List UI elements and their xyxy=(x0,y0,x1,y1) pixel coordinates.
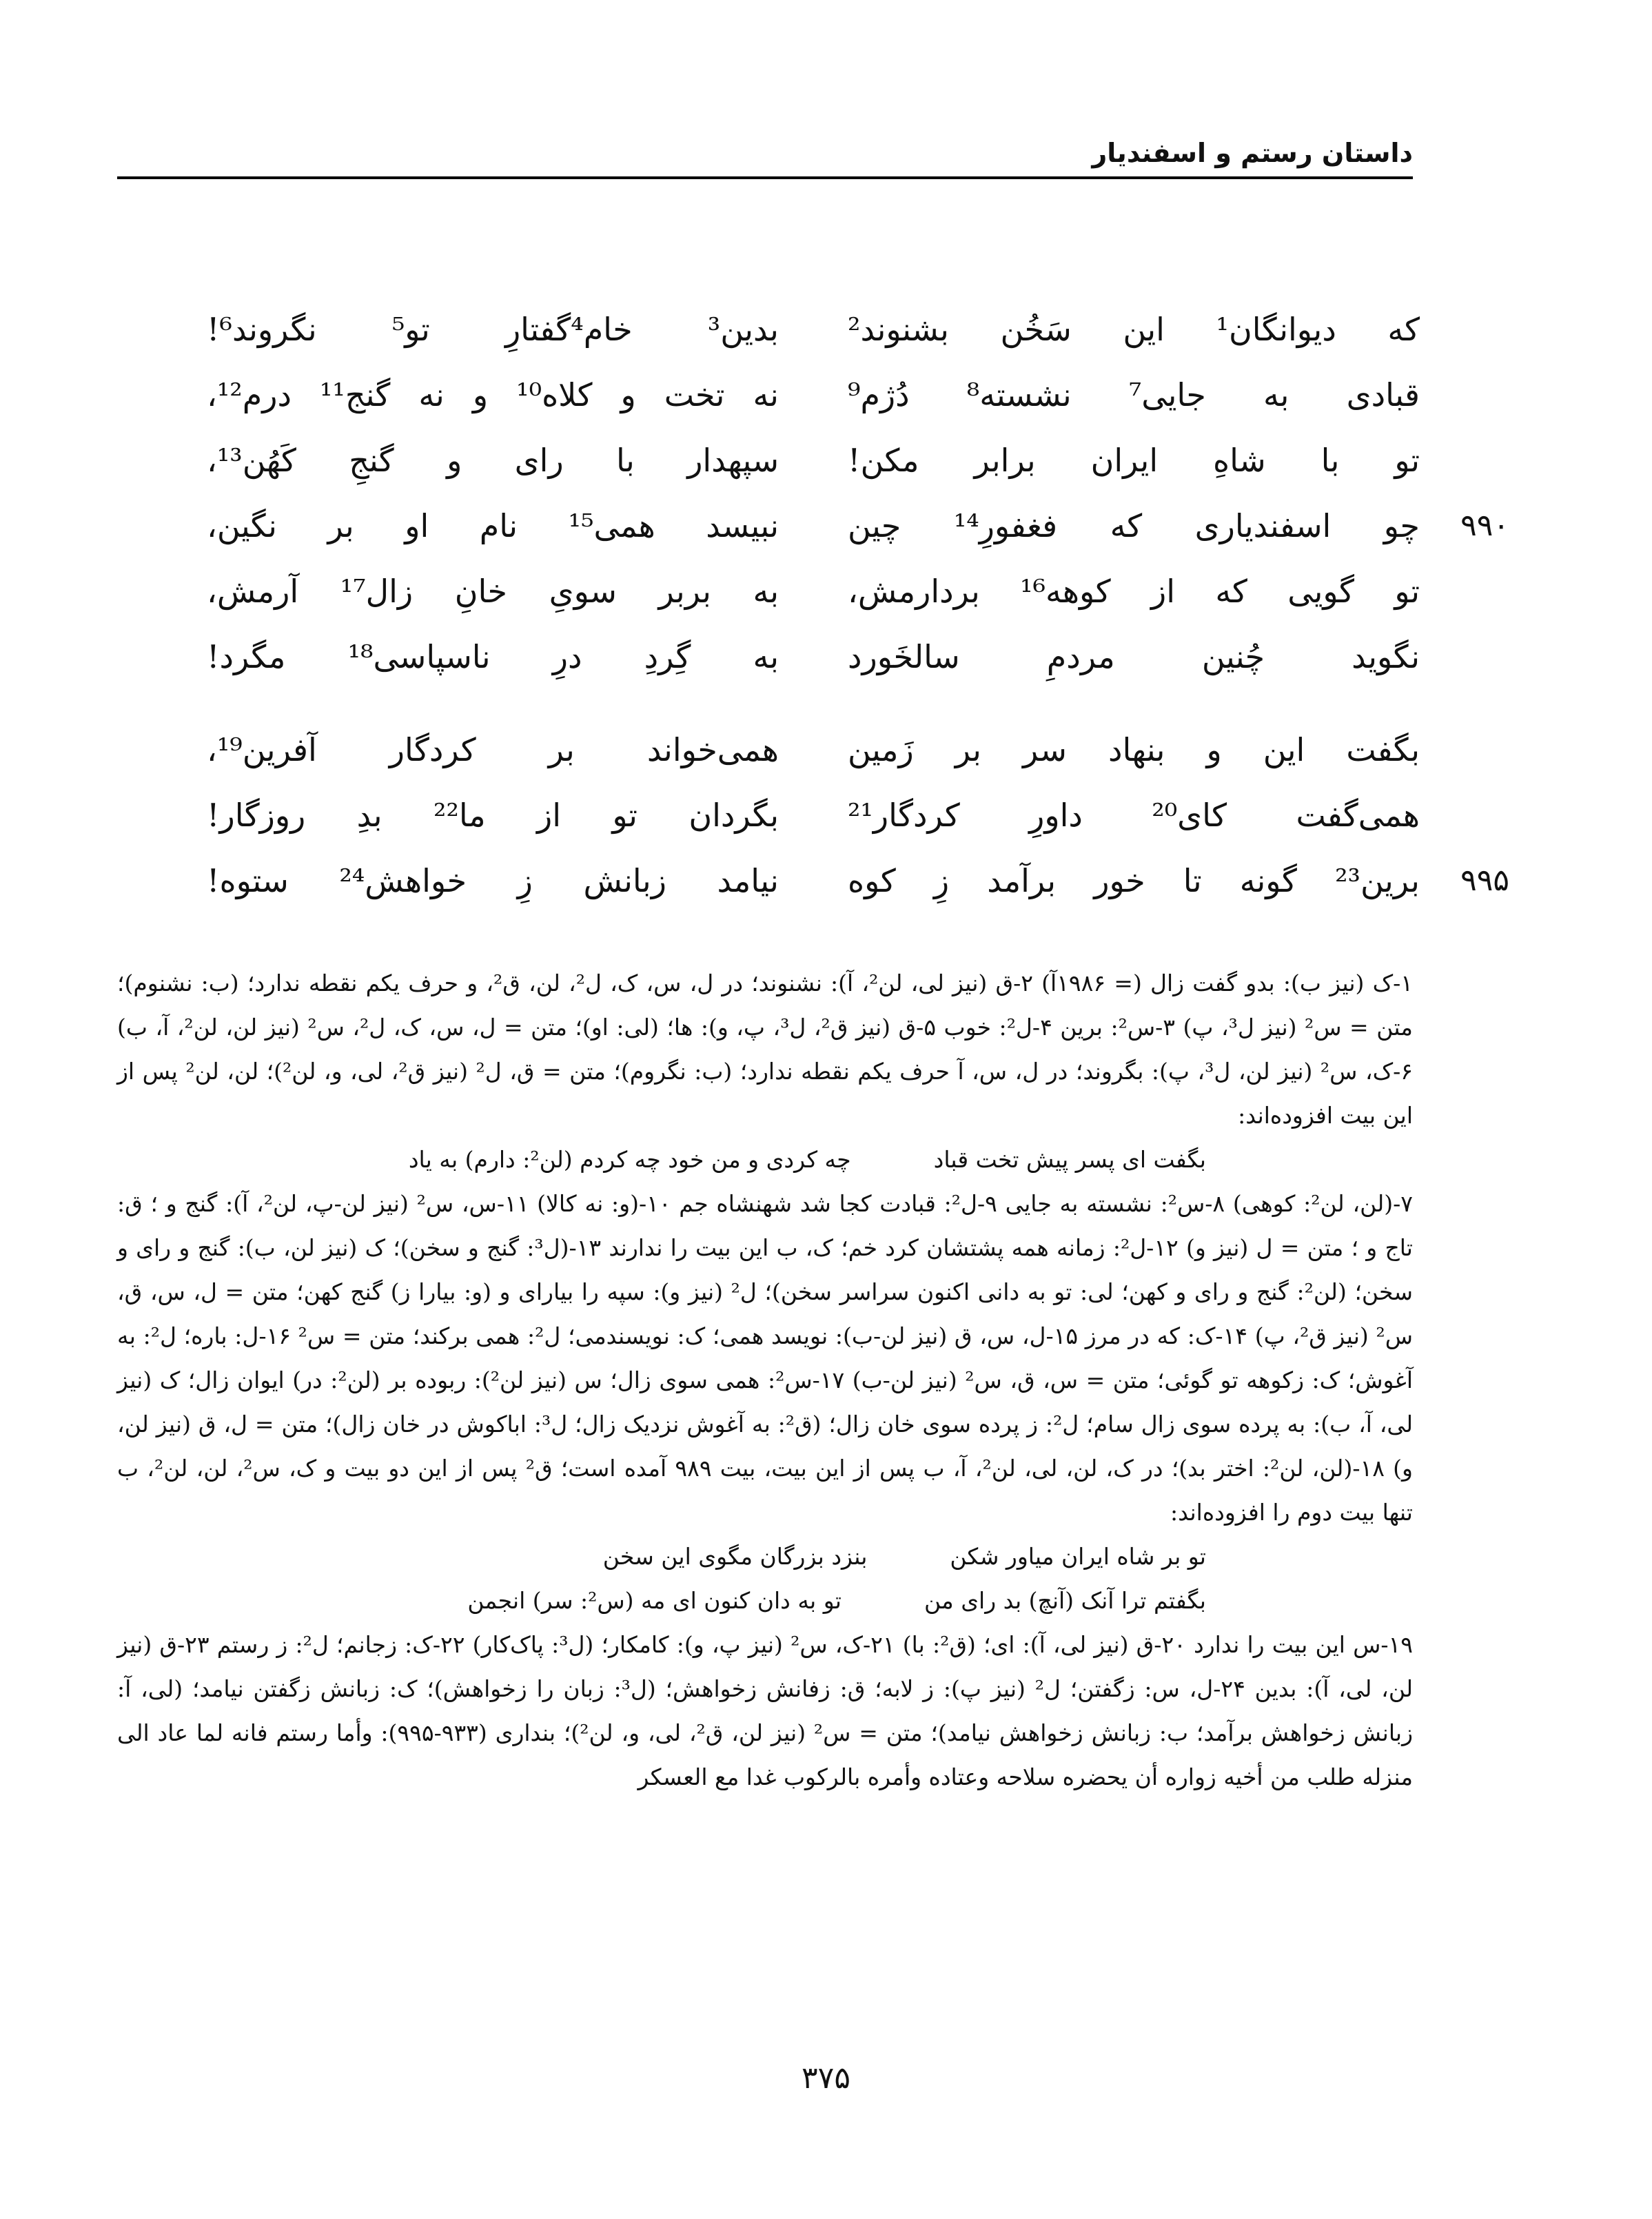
quoted-hemistich: تو بر شاه ایران میاور شکن xyxy=(950,1543,1206,1570)
header-rule xyxy=(117,176,1413,179)
running-header-title: داستان رستم و اسفندیار xyxy=(1092,138,1413,168)
hemistich-2: بگردان تو از ما²² بدِ روزگار! xyxy=(207,796,779,834)
hemistich-1: چو اسفندیاری که فغفورِ¹⁴ چین xyxy=(848,507,1420,544)
footnotes xyxy=(117,961,1413,1799)
hemistich-1: که دیوانگان¹ این سَخُن بشنوند² xyxy=(848,310,1420,348)
quoted-hemistich: بنزد بزرگان مگوی این سخن xyxy=(602,1543,868,1570)
page-number: ۳۷۵ xyxy=(802,2060,850,2096)
quoted-verse xyxy=(117,1579,1413,1623)
quoted-hemistich: تو به دان کنون ای مه (س²: سر) انجمن xyxy=(467,1587,842,1614)
verse-row xyxy=(207,362,1420,427)
hemistich-2: به بربر سویِ خانِ زال¹⁷ آرمش، xyxy=(207,572,779,610)
footnote-paragraph: ۱-ک (نیز ب): بدو گفت زال (= ۱۹۸۶آ) ۲-ق (نیز لی، لن²، آ): نشنوند؛ در ل، س، ک، ل²، لن، ق²، و حرف یکم نقطه ندارد؛ (ب: نشنوم)؛ متن = س² (نیز ل³، پ) ۳-س²: برین ۴-ل²: خوب ۵-ق (نیز ق²، ل³، پ، و): ها؛ (لی: او)؛ متن = ل، س، ک، ل²، س² (نیز لن، لن²، آ، ب) ۶-ک، س² (نیز لن، ل³، پ): بگروند؛ در ل، س، آ حرف یکم نقطه ندارد؛ (ب: نگروم)؛ متن = ق، ل² (نیز ق²، لی، و، لن²)؛ لن، لن² پس از این بیت افزوده‌اند: xyxy=(117,970,1414,1129)
verse-number: ۹۹۵ xyxy=(1460,863,1509,898)
verse-row xyxy=(207,296,1420,362)
hemistich-1: برین²³ گونه تا خور برآمد زِ کوه xyxy=(848,861,1420,899)
verse-row xyxy=(207,427,1420,493)
quoted-verse xyxy=(117,1535,1413,1579)
hemistich-2: همی‌خواند بر کردگار آفرین¹⁹، xyxy=(207,730,779,768)
hemistich-1: تو گویی که از کوهه¹⁶ بردارمش، xyxy=(848,572,1420,610)
verse-row xyxy=(207,624,1420,689)
verse-row xyxy=(207,558,1420,624)
hemistich-2: به گِردِ درِ ناسپاسی¹⁸ مگرد! xyxy=(207,637,779,675)
verse-block xyxy=(207,296,1509,913)
hemistich-2: بدین³ خام⁴گفتارِ تو⁵ نگروند⁶! xyxy=(207,310,779,348)
hemistich-2: نیامد زبانش زِ خواهش²⁴ ستوه! xyxy=(207,861,779,899)
hemistich-1: تو با شاهِ ایران برابر مکن! xyxy=(848,441,1420,479)
verse-row xyxy=(207,493,1509,558)
running-header xyxy=(117,138,1413,179)
quoted-hemistich: بگفت ای پسر پیش تخت قباد xyxy=(933,1146,1206,1173)
quoted-hemistich: چه کردی و من خود چه کردم (لن²: دارم) به یاد xyxy=(408,1146,851,1173)
hemistich-2: نبیسد همی¹⁵ نام او بر نگین، xyxy=(207,507,779,544)
hemistich-1: بگفت این و بنهاد سر بر زَمین xyxy=(848,730,1420,768)
verse-number: ۹۹۰ xyxy=(1460,508,1509,543)
verse-row xyxy=(207,717,1420,782)
quoted-hemistich: بگفتم ترا آنک (آنچ) بد رای من xyxy=(924,1587,1206,1614)
quoted-verse xyxy=(117,1138,1413,1182)
verse-row xyxy=(207,782,1420,848)
footnote-paragraph: ۷-(لن، لن²: کوهی) ۸-س²: نشسته به جایی ۹-ل²: قبادت کجا شد شهنشاه جم ۱۰-(و: نه کالا) ۱۱-س، س² (نیز لن-پ، لن²، آ): گنج و ؛ ق: تاج و ؛ متن = ل (نیز و) ۱۲-ل²: زمانه همه پشتشان کرد خم؛ ک، ب این بیت را ندارند ۱۳-(ل³: گنج و سخن)؛ ک (نیز لن، ب): گنج و رای و سخن؛ (لن²: گنج و رای و کهن؛ لی: تو به دانی اکنون سراسر سخن)؛ ل² (نیز و): سپه را بیارای و (و: بیارا ز) گنج کهن؛ متن = ل، س، ق، س² (نیز ق²، پ) ۱۴-ک: که در مرز ۱۵-ل، س، ق (نیز لن-ب): نویسد همی؛ ک: نویسندمی؛ ل²: همی برکند؛ متن = س² ۱۶-ل: باره؛ ل²: به آغوش؛ ک: زکوهه تو گوئی؛ متن = س، ق، س² (نیز لن-ب) ۱۷-س²: همی سوی زال؛ س (نیز لن²): ربوده بر (لن²: در) ایوان زال؛ ک (نیز لی، آ، ب): به پرده سوی زال سام؛ ل²: ز پرده سوی خان زال؛ (ق²: به آغوش نزدیک زال؛ ل³: اباکوش در خان زال)؛ متن = ل، ق (نیز لن، و) ۱۸-(لن، لن²: اختر بد)؛ در ک، لن، لی، لن²، آ، ب پس از این بیت، بیت ۹۸۹ آمده است؛ ق² پس از این دو بیت و ک، س²، لن، لن²، ب تنها بیت دوم را افزوده‌اند: xyxy=(117,1190,1414,1526)
hemistich-1: نگوید چُنین مردمِ سالخَورد xyxy=(848,637,1420,675)
footnote-paragraph: ۱۹-س این بیت را ندارد ۲۰-ق (نیز لی، آ): ای؛ (ق²: با) ۲۱-ک، س² (نیز پ، و): کامکار؛ (ل³: پاک‌کار) ۲۲-ک: زجانم؛ ل²: ز رستم ۲۳-ق (نیز لن، لی، آ): بدین ۲۴-ل، س: زگفتن؛ ل² (نیز پ): ز لابه؛ ق: زفانش زخواهش؛ (ل³: زبان را زخواهش)؛ ک: زبانش زگفتن نیامد؛ (لی، آ: زبانش زخواهش برآمد؛ ب: زبانش زخواهش نیامد)؛ متن = س² (نیز لن، ق²، لی، و، لن²)؛ بنداری (۹۳۳-۹۹۵): وأما رستم فانه لما عاد الى منزله طلب من أخیه زواره أن یحضره سلاحه وعتاده وأمره بالرکوب غدا مع العسکر xyxy=(117,1631,1413,1790)
hemistich-1: قبادی به جایی⁷ نشسته⁸ دُژم⁹ xyxy=(848,376,1420,413)
hemistich-2: سپهدار با رای و گنجِ کَهُن¹³، xyxy=(207,441,779,479)
hemistich-2: نه تخت و کلاه¹⁰ و نه گنج¹¹ درم¹²، xyxy=(207,376,779,413)
hemistich-1: همی‌گفت کای²⁰ داورِ کردگار²¹ xyxy=(848,796,1420,834)
verse-row xyxy=(207,848,1509,913)
